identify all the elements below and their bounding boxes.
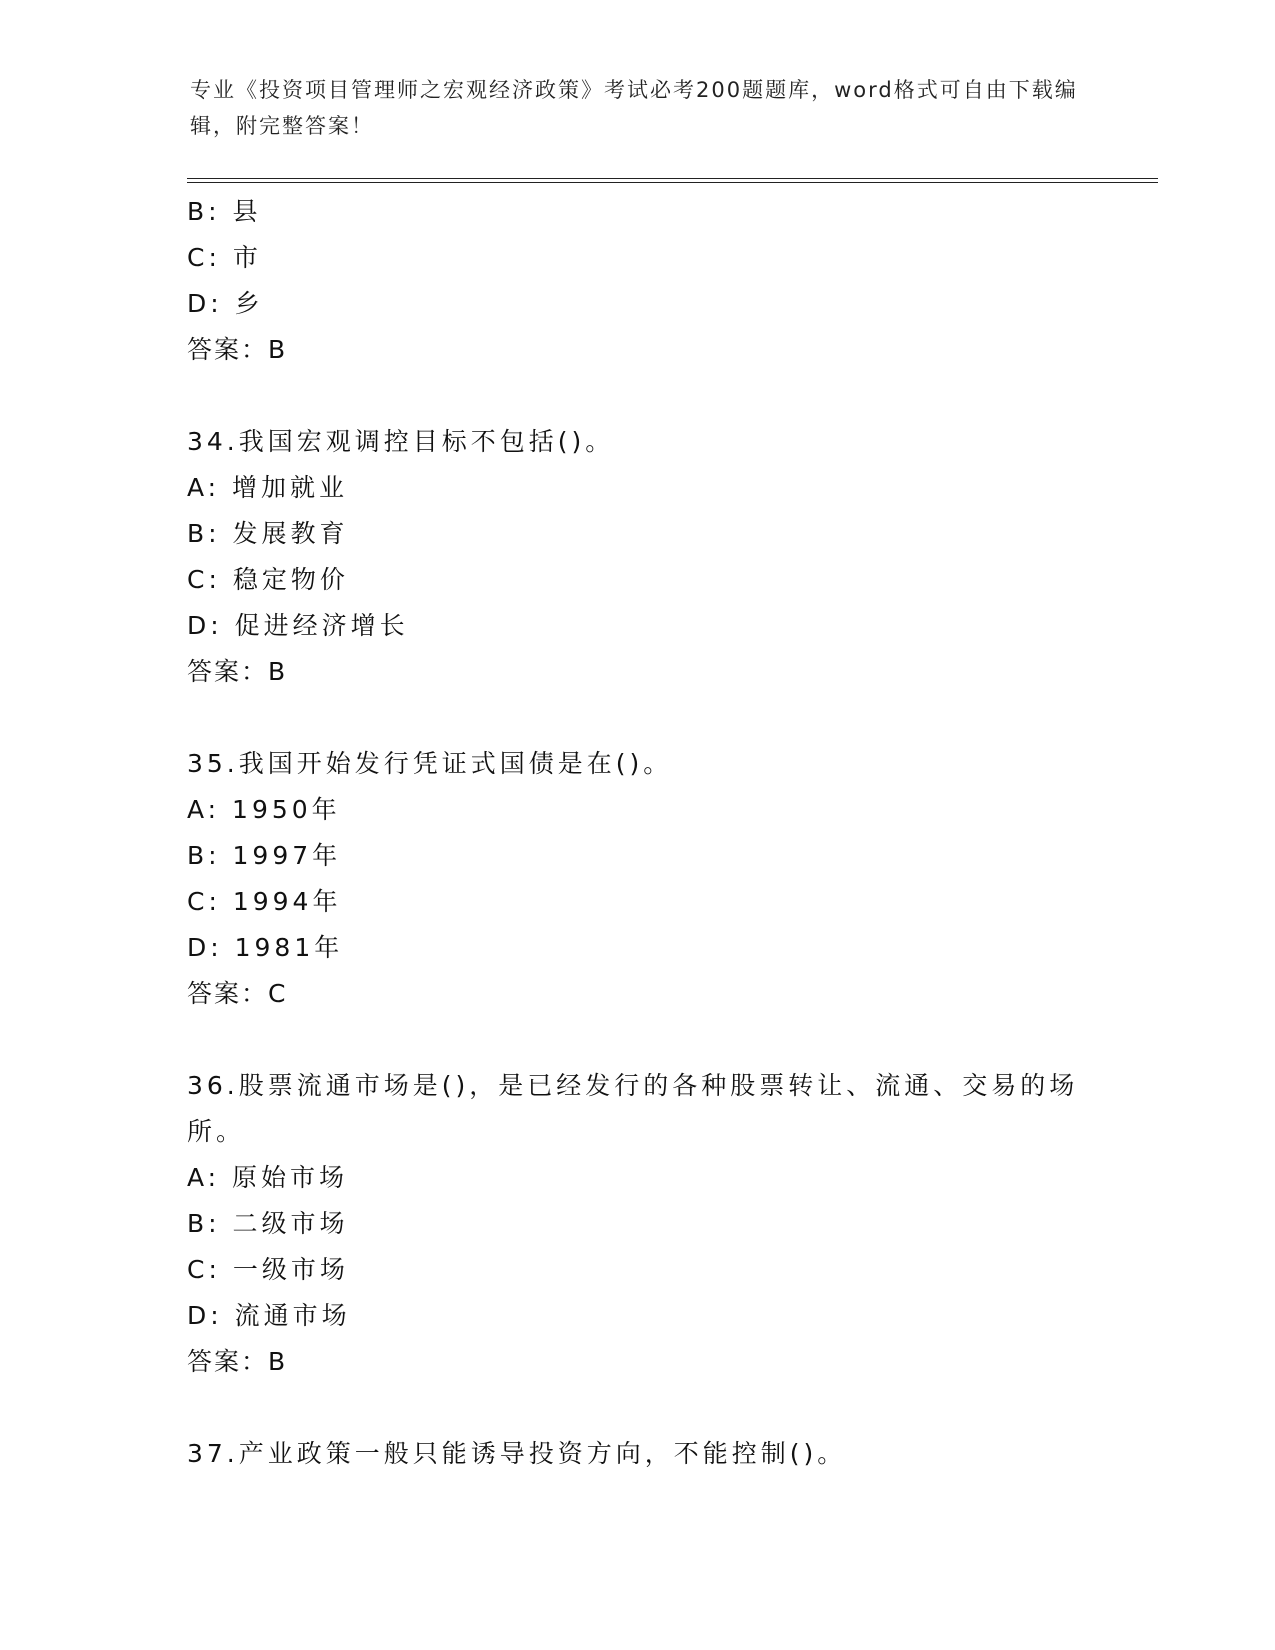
option-a: A: 增加就业 [187, 473, 349, 502]
option-a: A: 原始市场 [187, 1163, 349, 1192]
question-stem: 34.我国宏观调控目标不包括()。 [187, 427, 615, 456]
option-b: B: 县 [187, 197, 262, 226]
option-c: C: 1994年 [187, 887, 342, 916]
option-d: D: 促进经济增长 [187, 611, 409, 640]
answer-line: 答案：C [187, 979, 288, 1008]
question-stem: 35.我国开始发行凭证式国债是在()。 [187, 749, 673, 778]
option-b: B: 发展教育 [187, 519, 349, 548]
option-d: D: 乡 [187, 289, 264, 318]
header-divider-top [187, 178, 1158, 179]
option-d: D: 1981年 [187, 933, 344, 962]
question-stem: 36.股票流通市场是()，是已经发行的各种股票转让、流通、交易的场所。 [187, 1071, 1079, 1146]
option-c: C: 一级市场 [187, 1255, 349, 1284]
option-a: A: 1950年 [187, 795, 341, 824]
answer-line: 答案：B [187, 1347, 288, 1376]
option-b: B: 1997年 [187, 841, 342, 870]
question-list [187, 189, 1087, 1477]
option-d: D: 流通市场 [187, 1301, 351, 1330]
document-header: 专业《投资项目管理师之宏观经济政策》考试必考200题题库，word格式可自由下载编辑，附完整答案！ [190, 78, 1078, 138]
header-divider-bottom [187, 182, 1158, 183]
option-c: C: 稳定物价 [187, 565, 349, 594]
answer-line: 答案：B [187, 657, 288, 686]
option-c: C: 市 [187, 243, 262, 272]
question-stem: 37.产业政策一般只能诱导投资方向，不能控制()。 [187, 1439, 847, 1468]
answer-line: 答案：B [187, 335, 288, 364]
option-b: B: 二级市场 [187, 1209, 349, 1238]
